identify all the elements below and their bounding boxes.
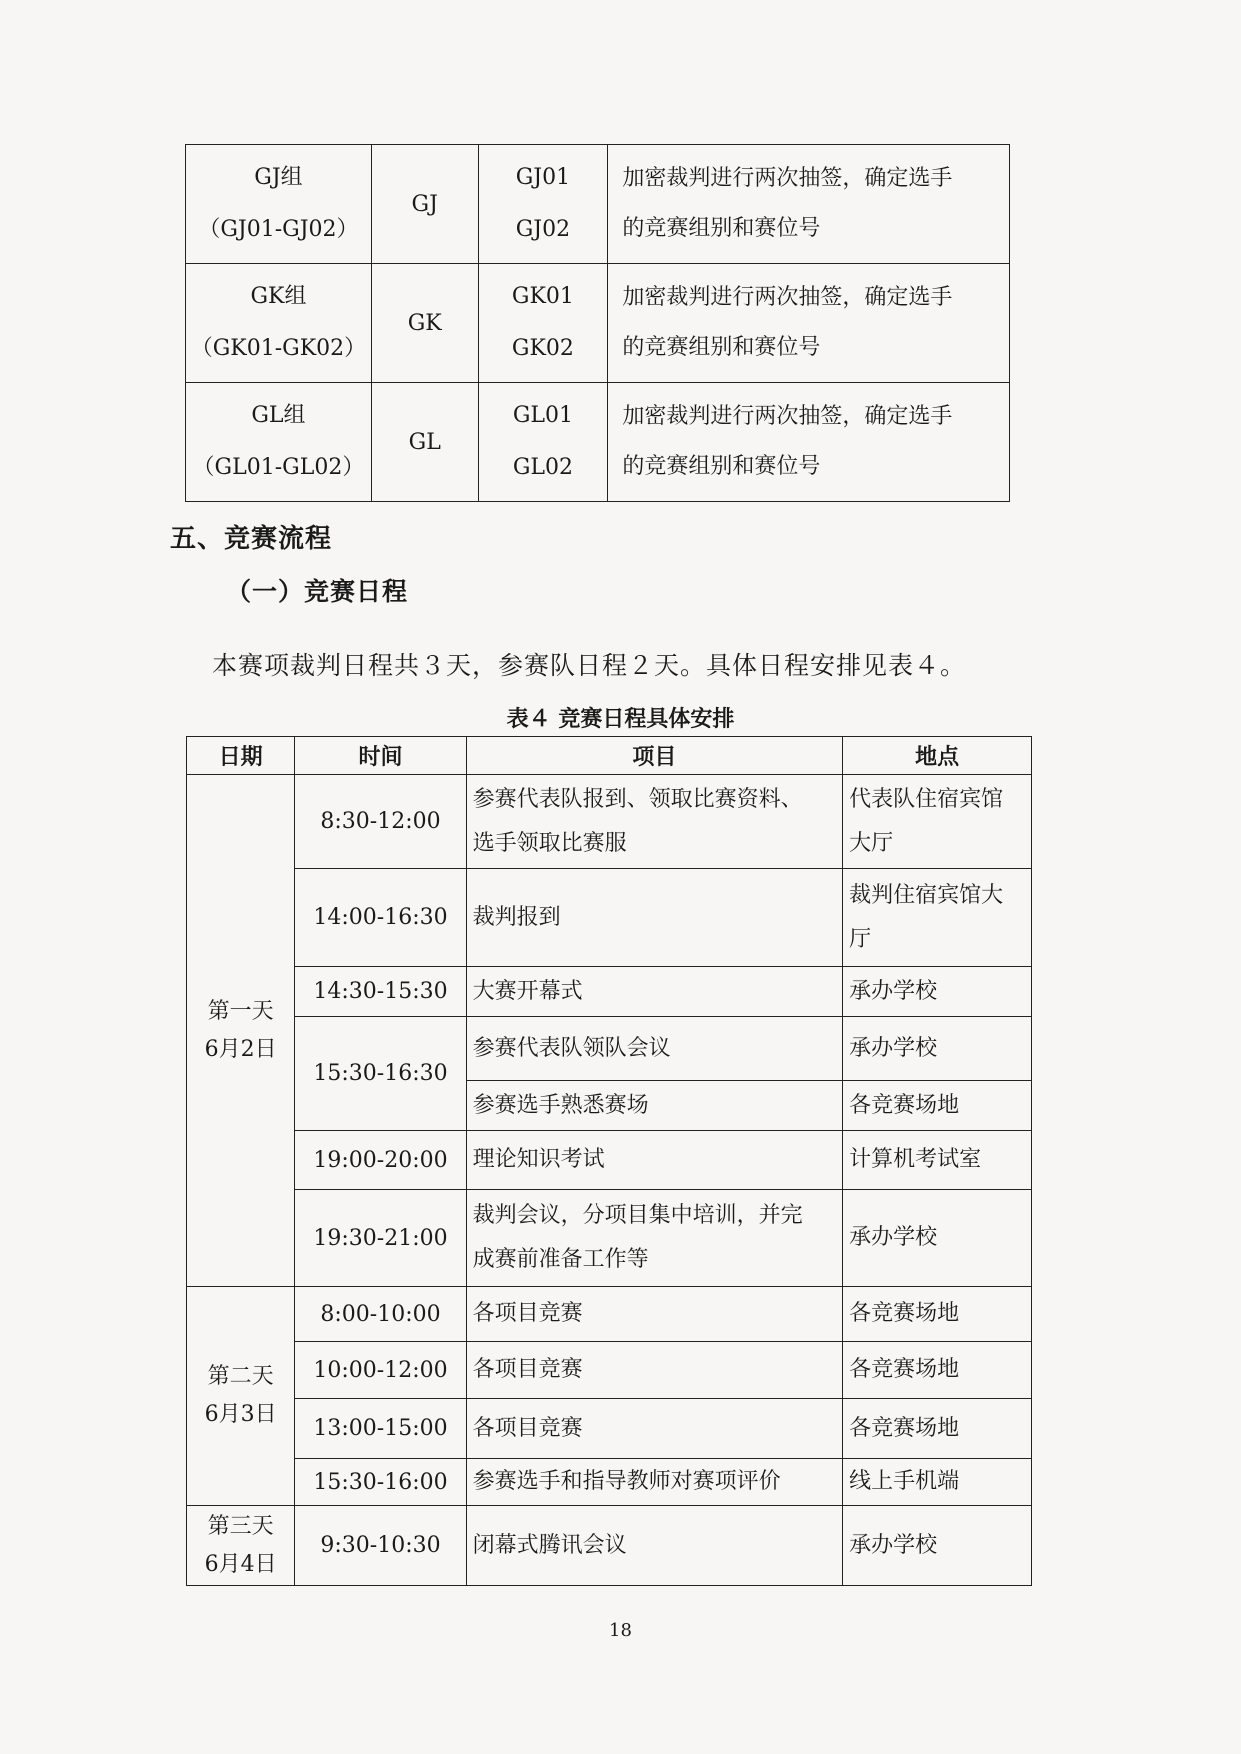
item-cell: 各项目竞赛	[466, 1342, 843, 1399]
table-caption: 表４ 竞赛日程具体安排	[506, 707, 735, 732]
seat-cell	[478, 264, 608, 383]
section-heading: 五、竞赛流程	[170, 524, 333, 554]
note-text: 的竞赛组别和赛位号	[622, 335, 821, 360]
table-row	[186, 383, 1010, 502]
header-time: 时间	[295, 737, 466, 775]
place-text: 厅	[849, 926, 872, 952]
group-range: （GL01-GL02）	[192, 455, 365, 480]
time-cell: 8:00-10:00	[295, 1287, 466, 1342]
item-cell	[466, 775, 843, 869]
place-cell: 各竞赛场地	[843, 1399, 1032, 1459]
day-label: 第三天	[207, 1513, 274, 1539]
place-cell: 承办学校	[843, 1190, 1032, 1287]
time-cell: 8:30-12:00	[295, 775, 466, 869]
header-date: 日期	[187, 737, 295, 775]
place-text: 大厅	[849, 830, 894, 856]
group-range: （GJ01-GJ02）	[198, 217, 359, 242]
table-header-row	[187, 737, 1032, 775]
time-cell: 14:30-15:30	[295, 967, 466, 1017]
page-number: 18	[609, 1620, 632, 1641]
item-cell: 各项目竞赛	[466, 1287, 843, 1342]
time-cell: 9:30-10:30	[295, 1506, 466, 1586]
table-row	[187, 1459, 1032, 1506]
seat-number: GL01	[512, 403, 574, 428]
item-cell: 参赛选手熟悉赛场	[466, 1081, 843, 1131]
time-cell: 10:00-12:00	[295, 1342, 466, 1399]
group-cell	[186, 264, 372, 383]
place-cell: 承办学校	[843, 1506, 1032, 1586]
table-row	[187, 775, 1032, 869]
time-cell: 19:30-21:00	[295, 1190, 466, 1287]
table-row	[187, 1342, 1032, 1399]
seat-cell	[478, 145, 608, 264]
day-label: 第一天	[207, 998, 274, 1024]
note-text: 的竞赛组别和赛位号	[622, 454, 821, 479]
place-text: 裁判住宿宾馆大	[849, 882, 1004, 908]
day-date: 6月4日	[204, 1551, 277, 1577]
item-text: 裁判会议，分项目集中培训，并完	[472, 1203, 803, 1228]
seat-number: GJ01	[515, 165, 571, 190]
group-name: GK组	[250, 284, 307, 309]
place-cell: 承办学校	[843, 967, 1032, 1017]
seat-number: GK01	[511, 284, 574, 309]
seat-number: GK02	[511, 336, 574, 361]
time-cell: 19:00-20:00	[295, 1131, 466, 1190]
day-label: 第二天	[207, 1364, 274, 1389]
note-text: 加密裁判进行两次抽签，确定选手	[622, 404, 953, 429]
time-cell: 14:00-16:30	[295, 869, 466, 967]
note-text: 的竞赛组别和赛位号	[622, 216, 821, 241]
table-row	[187, 1190, 1032, 1287]
table-row	[187, 1287, 1032, 1342]
time-cell: 15:30-16:30	[295, 1017, 466, 1131]
place-cell: 计算机考试室	[843, 1131, 1032, 1190]
place-cell: 各竞赛场地	[843, 1081, 1032, 1131]
place-cell: 各竞赛场地	[843, 1342, 1032, 1399]
seat-number: GJ02	[515, 217, 571, 242]
group-code: GJ	[371, 145, 478, 264]
item-text: 选手领取比赛服	[472, 830, 627, 856]
group-cell	[186, 383, 372, 502]
subsection-heading: （一）竞赛日程	[226, 577, 409, 606]
header-place: 地点	[843, 737, 1032, 775]
seat-cell	[478, 383, 608, 502]
place-cell	[843, 775, 1032, 869]
seat-number: GL02	[512, 455, 574, 480]
header-item: 项目	[466, 737, 843, 775]
table-row	[186, 264, 1010, 383]
schedule-table	[186, 736, 1032, 1586]
table-row	[187, 1399, 1032, 1459]
place-cell: 线上手机端	[843, 1459, 1032, 1506]
intro-paragraph: 本赛项裁判日程共３天，参赛队日程２天。具体日程安排见表４。	[212, 651, 967, 680]
day-cell	[187, 1506, 295, 1586]
group-name: GJ组	[254, 165, 303, 190]
place-cell: 各竞赛场地	[843, 1287, 1032, 1342]
item-text: 成赛前准备工作等	[472, 1247, 649, 1272]
note-text: 加密裁判进行两次抽签，确定选手	[622, 285, 953, 310]
note-cell	[608, 264, 1010, 383]
place-cell: 承办学校	[843, 1017, 1032, 1081]
item-cell: 理论知识考试	[466, 1131, 843, 1190]
item-cell: 闭幕式腾讯会议	[466, 1506, 843, 1586]
item-cell: 各项目竞赛	[466, 1399, 843, 1459]
day-date: 6月3日	[204, 1402, 277, 1427]
day-cell	[187, 1287, 295, 1506]
table-row	[187, 1506, 1032, 1586]
place-cell	[843, 869, 1032, 967]
note-cell	[608, 145, 1010, 264]
group-code: GL	[371, 383, 478, 502]
group-range: （GK01-GK02）	[190, 336, 367, 361]
table-row	[186, 145, 1010, 264]
item-cell	[466, 1190, 843, 1287]
table-row	[187, 1131, 1032, 1190]
day-date: 6月2日	[204, 1036, 277, 1062]
item-text: 参赛代表队报到、领取比赛资料、	[472, 786, 803, 812]
table-row	[187, 1017, 1032, 1081]
group-table	[185, 144, 1010, 502]
note-cell	[608, 383, 1010, 502]
group-cell	[186, 145, 372, 264]
item-cell: 参赛选手和指导教师对赛项评价	[466, 1459, 843, 1506]
table-row	[187, 967, 1032, 1017]
note-text: 加密裁判进行两次抽签，确定选手	[622, 166, 953, 191]
day-cell	[187, 775, 295, 1287]
group-code: GK	[371, 264, 478, 383]
place-text: 代表队住宿宾馆	[849, 786, 1004, 812]
item-cell: 参赛代表队领队会议	[466, 1017, 843, 1081]
item-cell: 裁判报到	[466, 869, 843, 967]
item-cell: 大赛开幕式	[466, 967, 843, 1017]
group-name: GL组	[251, 403, 306, 428]
table-row	[187, 869, 1032, 967]
time-cell: 13:00-15:00	[295, 1399, 466, 1459]
time-cell: 15:30-16:00	[295, 1459, 466, 1506]
